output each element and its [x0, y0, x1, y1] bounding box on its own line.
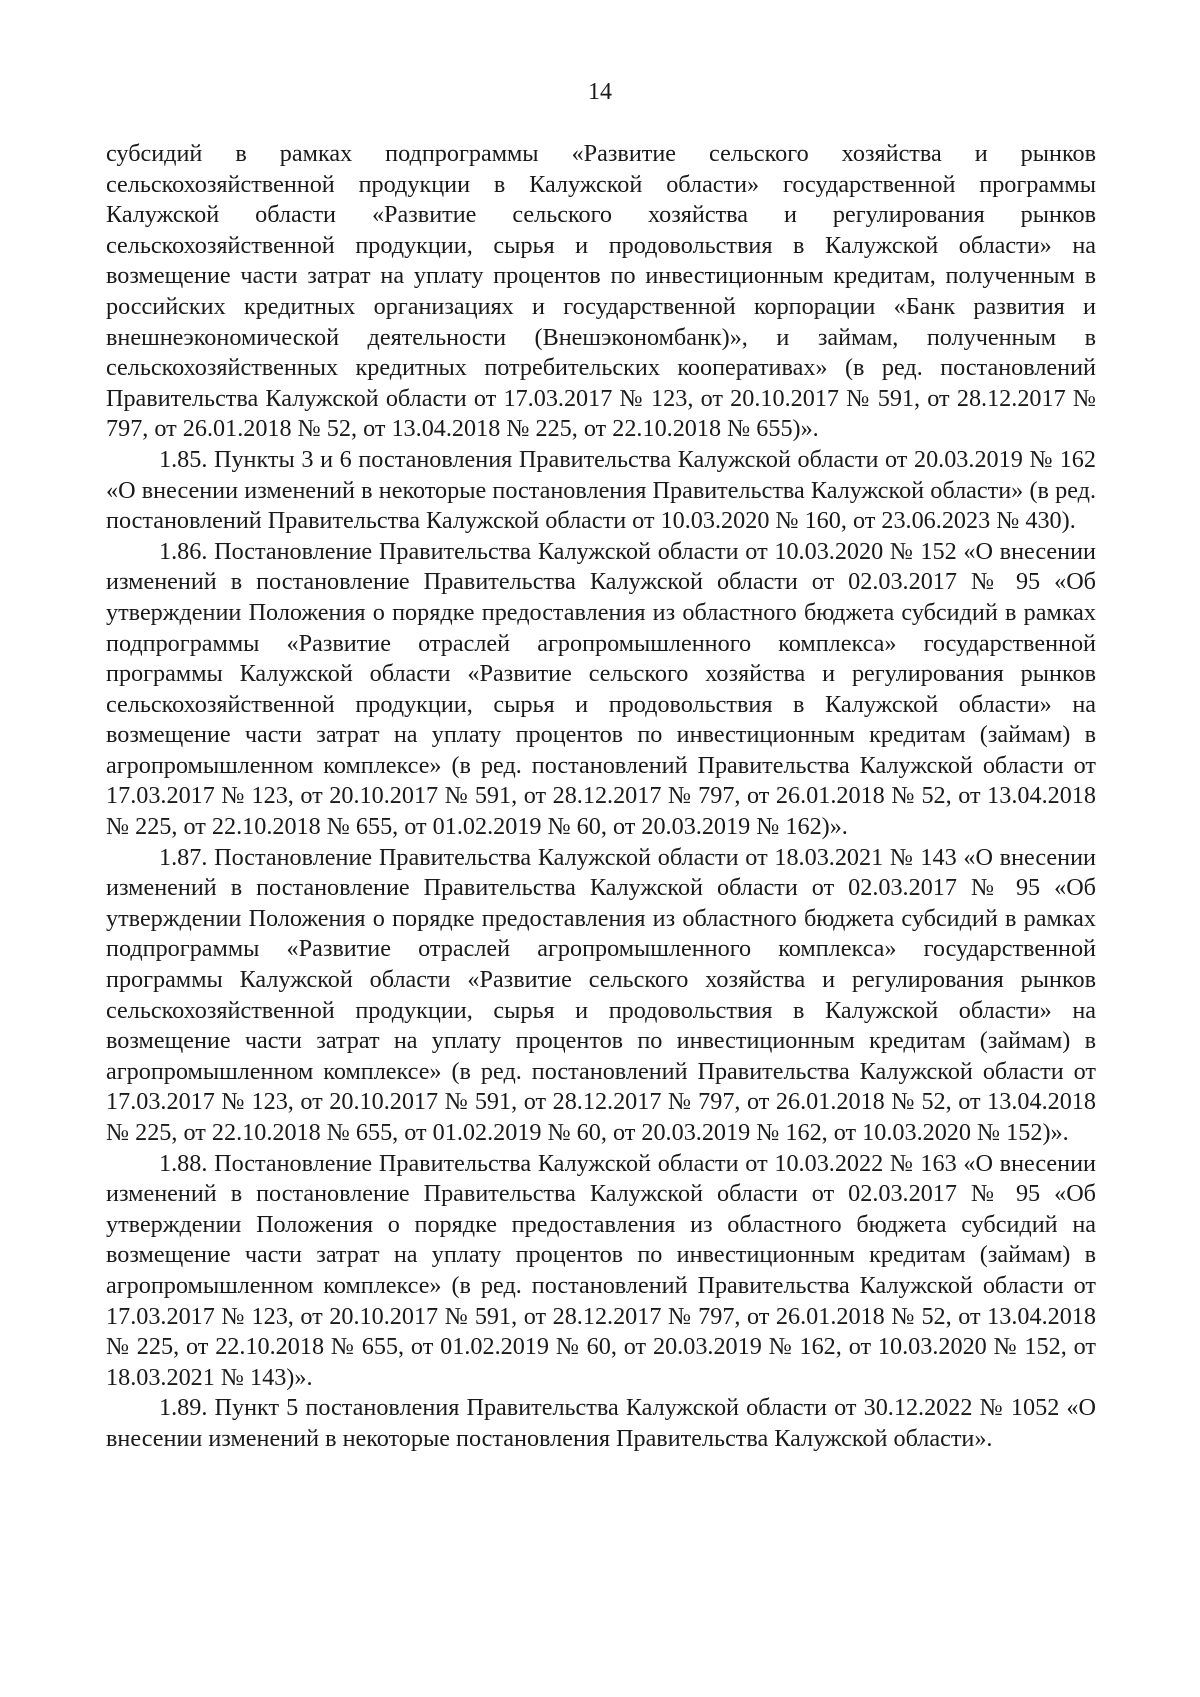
paragraph-item-1-86: 1.86. Постановление Правительства Калужской области от 10.03.2020 № 152 «О внесении изменений в постановление Правительства Калужской области от 02.03.2017 № 95 «Об утверждении Положения о порядке предоставления из областного бюджета субсидий в рамках подпрограммы «Развитие отраслей агропромышленного комплекса» государственной программы Калужской области «Развитие сельского хозяйства и регулирования рынков сельскохозяйственной продукции, сырья и продовольствия в Калужской области» на возмещение части затрат на уплату процентов по инвестиционным кредитам (займам) в агропромышленном комплексе» (в ред. постановлений Правительства Калужской области от 17.03.2017 № 123, от 20.10.2017 № 591, от 28.12.2017 № 797, от 26.01.2018 № 52, от 13.04.2018 № 225, от 22.10.2018 № 655, от 01.02.2019 № 60, от 20.03.2019 № 162)».: [106, 537, 1096, 841]
document-body: [106, 139, 1096, 1455]
paragraph-item-1-89: 1.89. Пункт 5 постановления Правительства Калужской области от 30.12.2022 № 1052 «О внесении изменений в некоторые постановления Правительства Калужской области».: [106, 1394, 1096, 1452]
paragraph-item-1-88: 1.88. Постановление Правительства Калужской области от 10.03.2022 № 163 «О внесении изменений в постановление Правительства Калужской области от 02.03.2017 № 95 «Об утверждении Положения о порядке предоставления из областного бюджета субсидий на возмещение части затрат на уплату процентов по инвестиционным кредитам (займам) в агропромышленном комплексе» (в ред. постановлений Правительства Калужской области от 17.03.2017 № 123, от 20.10.2017 № 591, от 28.12.2017 № 797, от 26.01.2018 № 52, от 13.04.2018 № 225, от 22.10.2018 № 655, от 01.02.2019 № 60, от 20.03.2019 № 162, от 10.03.2020 № 152, от 18.03.2021 № 143)».: [106, 1149, 1096, 1391]
paragraph-item-1-87: 1.87. Постановление Правительства Калужской области от 18.03.2021 № 143 «О внесении изменений в постановление Правительства Калужской области от 02.03.2017 № 95 «Об утверждении Положения о порядке предоставления из областного бюджета субсидий в рамках подпрограммы «Развитие отраслей агропромышленного комплекса» государственной программы Калужской области «Развитие сельского хозяйства и регулирования рынков сельскохозяйственной продукции, сырья и продовольствия в Калужской области» на возмещение части затрат на уплату процентов по инвестиционным кредитам (займам) в агропромышленном комплексе» (в ред. постановлений Правительства Калужской области от 17.03.2017 № 123, от 20.10.2017 № 591, от 28.12.2017 № 797, от 26.01.2018 № 52, от 13.04.2018 № 225, от 22.10.2018 № 655, от 01.02.2019 № 60, от 20.03.2019 № 162, от 10.03.2020 № 152)».: [106, 843, 1096, 1146]
paragraph-item-1-85: 1.85. Пункты 3 и 6 постановления Правительства Калужской области от 20.03.2019 № 162 «О внесении изменений в некоторые постановления Правительства Калужской области» (в ред. постановлений Правительства Калужской области от 10.03.2020 № 160, от 23.06.2023 № 430).: [106, 445, 1096, 535]
page-number: 14: [588, 79, 612, 105]
paragraph-continuation: субсидий в рамках подпрограммы «Развитие сельского хозяйства и рынков сельскохозяйственной продукции в Калужской области» государственной программы Калужской области «Развитие сельского хозяйства и регулирования рынков сельскохозяйственной продукции, сырья и продовольствия в Калужской области» на возмещение части затрат на уплату процентов по инвестиционным кредитам, полученным в российских кредитных организациях и государственной корпорации «Банк развития и внешнеэкономической деятельности (Внешэкономбанк)», и займам, полученным в сельскохозяйственных кредитных потребительских кооперативах» (в ред. постановлений Правительства Калужской области от 17.03.2017 № 123, от 20.10.2017 № 591, от 28.12.2017 № 797, от 26.01.2018 № 52, от 13.04.2018 № 225, от 22.10.2018 № 655)».: [106, 140, 1096, 443]
